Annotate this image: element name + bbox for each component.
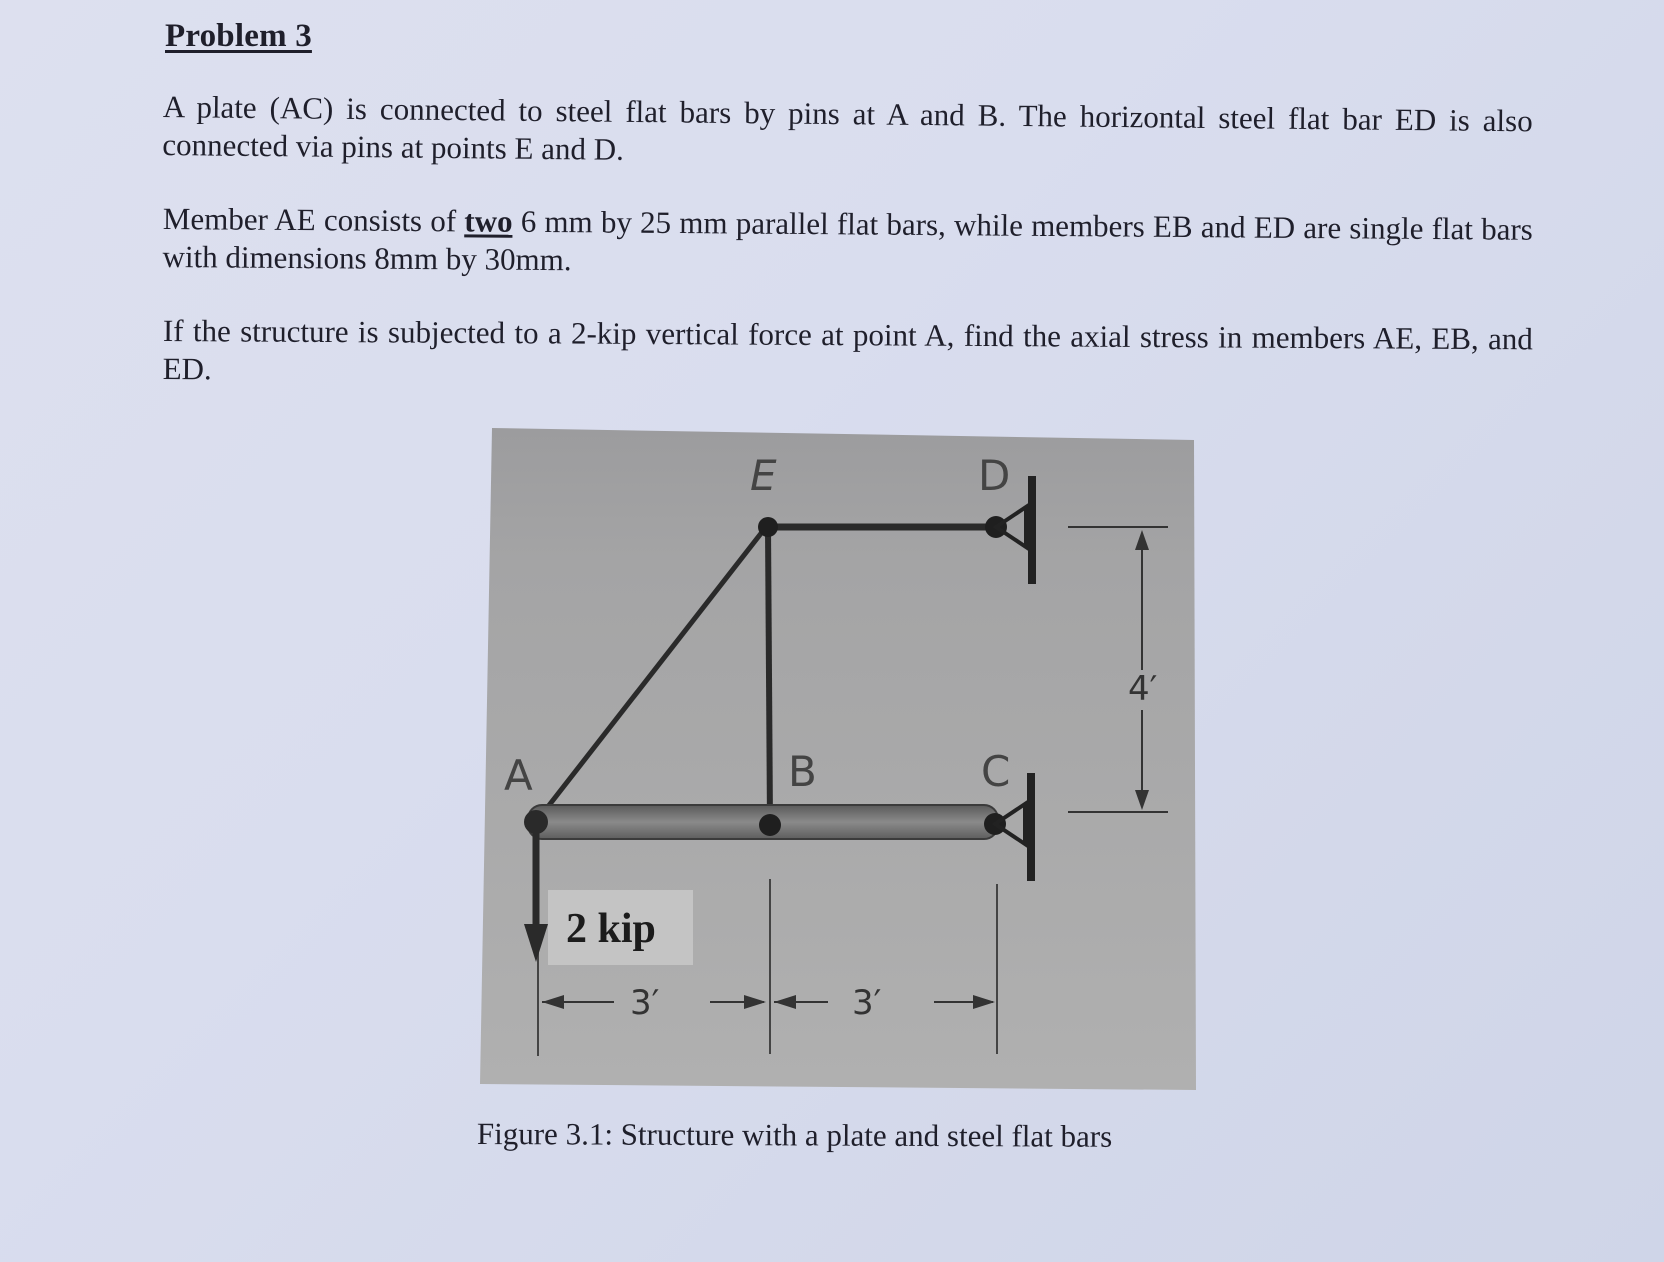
problem-title: Problem 3 [165,18,312,54]
member-EB [768,527,770,824]
pin-B [759,814,781,836]
problem-paragraph-1: A plate (AC) is connected to steel flat bars by pins at A and B. The horizontal steel flat bar ED is also connected via pins at points E and D. [162,88,1533,167]
paragraph-2-end: 6 mm by 25 mm parallel flat bars, while members EB and ED are single flat bars with dimensions 8mm by 30mm. [162,203,1533,278]
problem-paragraph-2 [162,200,1533,287]
problem-paragraph-3: If the structure is subjected to a 2-kip vertical force at point A, find the axial stress in members AE, EB, and ED. [162,312,1533,387]
label-span-left-3ft: 3′ [630,983,660,1023]
label-point-D: D [978,451,1011,500]
emphasis-two: two [464,203,513,239]
structure-figure [478,424,1198,1090]
label-point-E: E [750,451,777,500]
paragraph-2-start: Member AE consists of [162,200,465,239]
label-height-4ft: 4′ [1128,669,1158,709]
label-point-C: C [981,747,1011,796]
figure-caption: Figure 3.1: Structure with a plate and steel flat bars [476,1116,1113,1154]
label-load-2kip: 2 kip [566,906,656,952]
label-point-B: B [788,747,817,796]
structure-diagram [478,424,1198,1090]
pin-E [758,517,778,537]
label-span-right-3ft: 3′ [852,983,882,1023]
label-point-A: A [504,751,533,800]
